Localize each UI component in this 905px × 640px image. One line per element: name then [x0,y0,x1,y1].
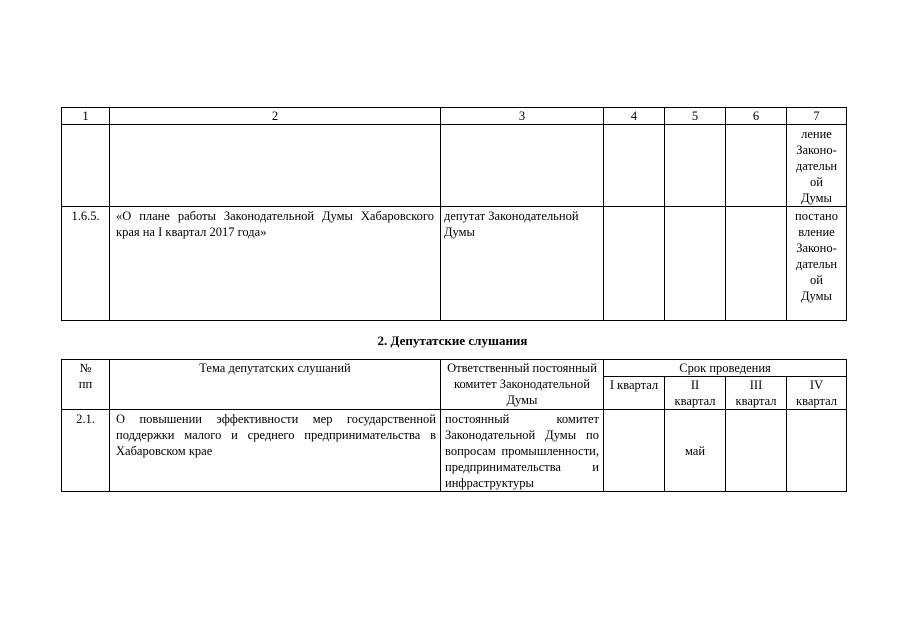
header-q1: I квартал [604,377,665,410]
col-num-7: 7 [787,108,847,125]
document-type-cell [787,125,847,207]
item-topic: «О плане работы Законодательной Думы Хабаровского края на I квартал 2017 года» [110,207,441,321]
col-num-5: 5 [665,108,726,125]
header-num: № пп [62,360,110,410]
header-q4: IV квартал [787,377,847,410]
table-header-row [62,108,847,125]
item-number: 1.6.5. [62,207,110,321]
item-number: 2.1. [62,410,110,492]
table-row [62,125,847,207]
col-num-4: 4 [604,108,665,125]
col-num-1: 1 [62,108,110,125]
header-responsible: Ответственный постоянный комитет Законодательной Думы [441,360,604,410]
hearings-table [61,359,847,492]
plan-table-continuation [61,107,847,321]
item-responsible: депутат Законодательной Думы [441,207,604,321]
header-q2: II квартал [665,377,726,410]
col-num-2: 2 [110,108,441,125]
header-q3: III квартал [726,377,787,410]
table-row [62,207,847,321]
col-num-3: 3 [441,108,604,125]
item-q2: май [665,410,726,492]
table-row [62,410,847,492]
item-responsible: постоянный комитет Законодательной Думы по вопросам промышленности, предпринимательства и инфраструктуры [441,410,604,492]
document-type-cell [787,207,847,321]
document-type-text: постановление Законо-дательной Думы [795,209,838,303]
header-topic: Тема депутатских слушаний [110,360,441,410]
section-title: 2. Депутатские слушания [377,333,528,348]
col-num-6: 6 [726,108,787,125]
document-type-text: ление Законо-дательной Думы [795,127,838,205]
item-topic: О повышении эффективности мер государственной поддержки малого и среднего предпринимательства в Хабаровском крае [110,410,441,492]
table-header-row [62,360,847,377]
header-period: Срок проведения [604,360,847,377]
